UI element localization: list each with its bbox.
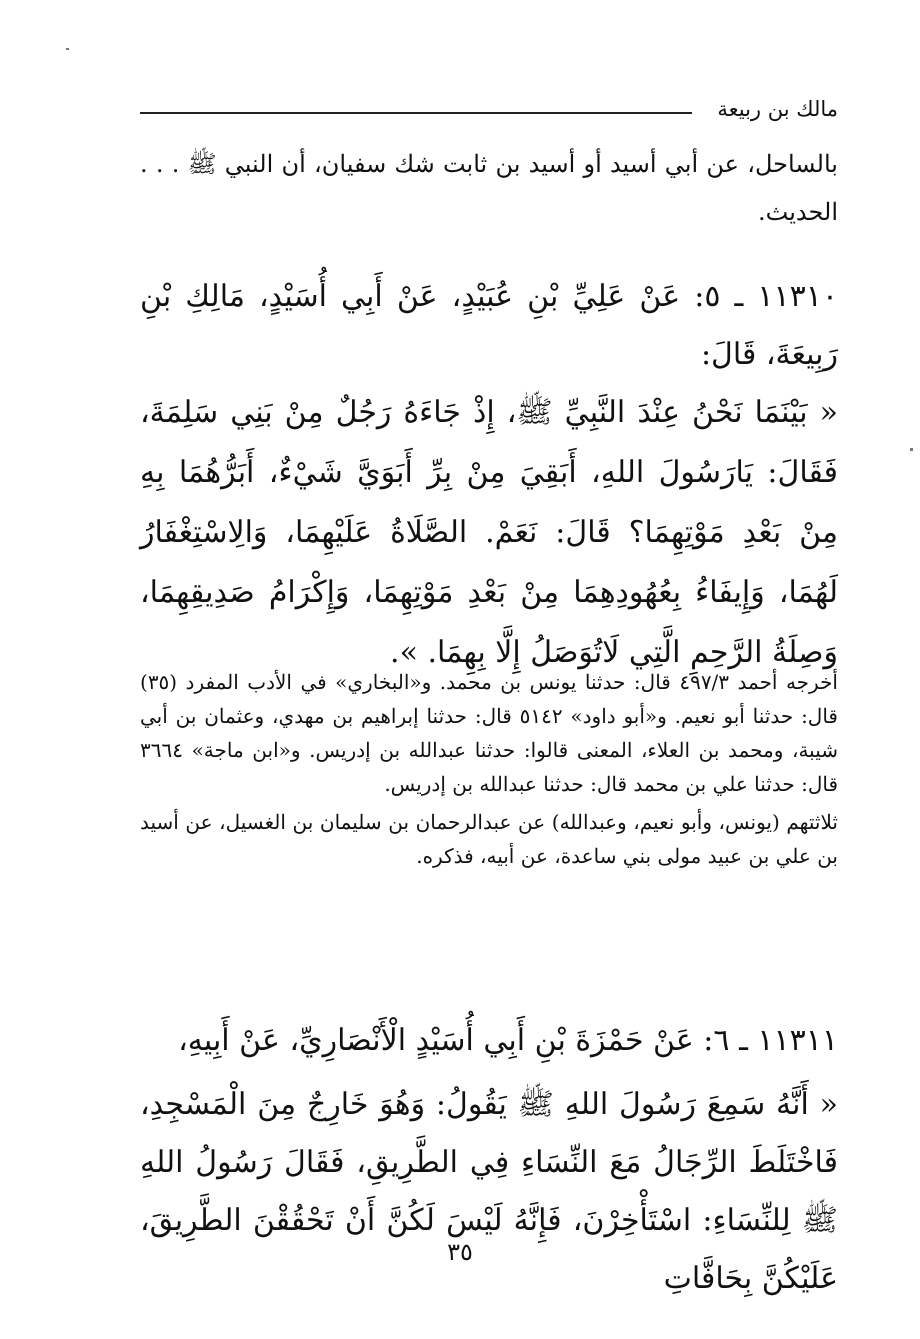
hadith-text-11310 — [140, 383, 838, 683]
note-paragraph: ثلاثتهم (يونس، وأبو نعيم، وعبدالله) عن عبدالرحمان بن سليمان بن الغسيل، عن أسيد بن علي بن عبيد مولى بني ساعدة، عن أبيه، فذكره. — [140, 810, 838, 868]
hadith-heading-text: ١١٣١٠ ـ ٥: عَنْ عَلِيِّ بْنِ عُبَيْدٍ، عَنْ أَبِي أُسَيْدٍ، مَالِكِ بْنِ رَبِيعَةَ، قَالَ: — [140, 279, 838, 372]
scan-speck — [910, 448, 913, 451]
header-rule — [140, 112, 692, 114]
hadith-body-text: « بَيْنَمَا نَحْنُ عِنْدَ النَّبِيِّ ﷺ، إِذْ جَاءَهُ رَجُلٌ مِنْ بَنِي سَلِمَةَ، فَقَالَ: يَارَسُولَ اللهِ، أَبَقِيَ مِنْ بِرِّ أَبَوَيَّ شَيْءٌ، أَبَرُّهُمَا بِهِ مِنْ بَعْدِ مَوْتِهِمَا؟ قَالَ: نَعَمْ. الصَّلَاةُ عَلَيْهِمَا، وَالِاسْتِغْفَارُ لَهُمَا، وَإِيفَاءُ بِعُهُودِهِمَا مِنْ بَعْدِ مَوْتِهِمَا، وَإِكْرَامُ صَدِيقِهِمَا، وَصِلَةُ الرَّحِمِ الَّتِي لَاتُوَصَلُ إِلَّا بِهِمَا. ». — [140, 395, 838, 670]
intro-paragraph: بالساحل، عن أبي أسيد أو أسيد بن ثابت شك سفيان، أن النبي ﷺ . . . الحديث. — [140, 150, 838, 226]
takhrij-notes — [140, 665, 838, 877]
hadith-heading-11310 — [140, 268, 838, 384]
note-paragraph: أخرجه أحمد ٤٩٧/٣ قال: حدثنا يونس بن محمد. و«البخاري» في الأدب المفرد (٣٥) قال: حدثنا أبو نعيم. و«أبو داود» ٥١٤٢ قال: حدثنا إبراهيم بن مهدي، وعثمان بن أبي شيبة، ومحمد بن العلاء، المعنى قالوا: حدثنا عبدالله بن إدريس. و«ابن ماجة» ٣٦٦٤ قال: حدثنا علي بن محمد قال: حدثنا عبدالله بن إدريس. — [140, 670, 838, 796]
hadith-heading-text: ١١٣١١ ـ ٦: عَنْ حَمْزَةَ بْنِ أَبِي أُسَيْدٍ الْأَنْصَارِيِّ، عَنْ أَبِيهِ، — [178, 1023, 838, 1058]
running-header — [140, 94, 838, 128]
intro-text — [140, 140, 838, 236]
hadith-body-text: « أَنَّهُ سَمِعَ رَسُولَ اللهِ ﷺ يَقُولُ: وَهُوَ خَارِجٌ مِنَ الْمَسْجِدِ، فَاخْتَلَطَ الرِّجَالُ مَعَ النِّسَاءِ فِي الطَّرِيقِ، فَقَالَ رَسُولُ اللهِ ﷺ لِلنِّسَاءِ: اسْتَأْخِرْنَ، فَإِنَّهُ لَيْسَ لَكُنَّ أَنْ تَحْقُقْنَ الطَّرِيقَ، عَلَيْكُنَّ بِحَافَّاتِ — [140, 1087, 838, 1296]
hadith-heading-11311 — [140, 1012, 838, 1070]
running-header-title: مالك بن ربيعة — [717, 97, 838, 121]
hadith-text-11311 — [140, 1076, 838, 1308]
page-number: ٣٥ — [447, 1238, 473, 1266]
scan-speck — [66, 48, 69, 50]
